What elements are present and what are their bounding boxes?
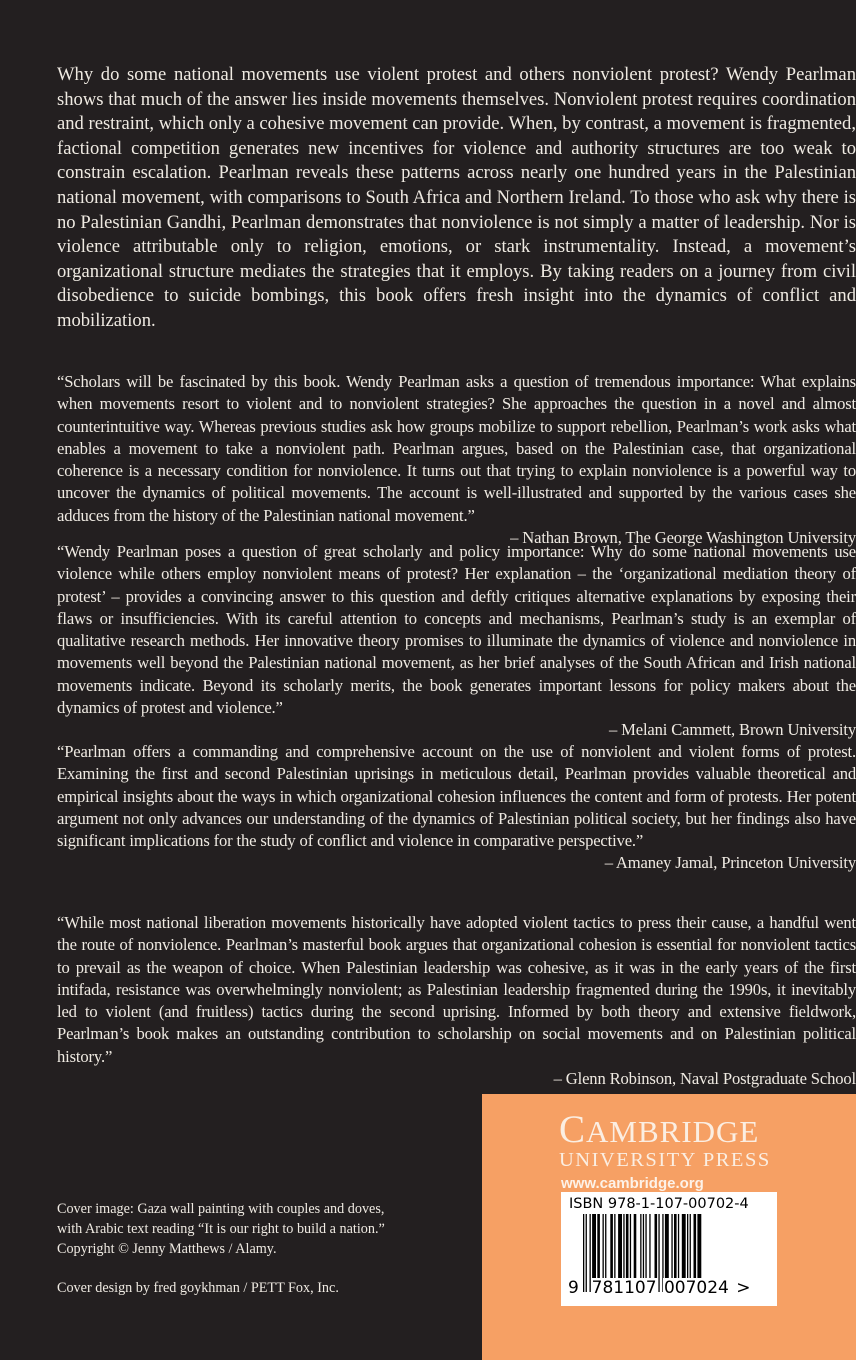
endorsement (57, 371, 856, 549)
cover-design-credit: Cover design by fred goykhman / PETT Fox, Inc. (57, 1280, 339, 1296)
endorsement-text: “Wendy Pearlman poses a question of great scholarly and policy importance: Why do some national movements use violence while others employ nonviolent means of protest? Her explanation – the ‘organizational mediation theory of protest’ – provides a convincing answer to this question and deftly critiques alternative explanations by exposing their flaws or insufficiencies. With its careful attention to concepts and mechanisms, Pearlman’s study is an exemplar of qualitative research methods. Her innovative theory promises to illuminate the dynamics of violence and nonviolence in movements well beyond the Palestinian national movement, as her brief analyses of the South African and Irish national movements indicate. Beyond its scholarly merits, the book generates important lessons for policy makers about the dynamics of protest and violence.” (57, 542, 856, 718)
barcode-digits (567, 1278, 752, 1298)
publisher-url: www.cambridge.org (561, 1175, 704, 1192)
endorsement-attribution: – Melani Cammett, Brown University (609, 720, 856, 740)
logo-name: AMBRIDGE (586, 1114, 760, 1149)
endorsement-attribution: – Glenn Robinson, Naval Postgraduate School (553, 1069, 856, 1089)
cover-image-credit: Cover image: Gaza wall painting with couples and doves, with Arabic text reading “It is our right to build a nation.” Copyright © Jenny Matthews / Alamy. (57, 1201, 385, 1257)
isbn-barcode (561, 1192, 777, 1306)
publisher-logo (559, 1108, 760, 1151)
publisher-subtitle: UNIVERSITY PRESS (559, 1149, 771, 1171)
endorsement (57, 912, 856, 1090)
endorsement (57, 541, 856, 742)
logo-initial: C (559, 1108, 587, 1151)
endorsement-text: “Scholars will be fascinated by this book. Wendy Pearlman asks a question of tremendous importance: What explains when movements resort to violent and to nonviolent strategies? She approaches the question in a novel and almost counterintuitive way. Whereas previous studies ask how groups mobilize to support rebellion, Pearlman’s work asks what enables a movement to take a nonviolent path. Pearlman argues, based on the Palestinian case, that organizational coherence is a necessary condition for nonviolence. It turns out that trying to explain nonviolence is a powerful way to uncover the dynamics of political movements. The account is well-illustrated and supported by the various cases she adduces from the history of the Palestinian national movement.” (57, 372, 856, 525)
book-description: Why do some national movements use violent protest and others nonviolent protest? Wendy Pearlman shows that much of the answer lies inside movements themselves. Nonviolent protest requires coordination and restraint, which only a cohesive movement can provide. When, by contrast, a movement is fragmented, factional competition generates new incentives for violence and authority structures are too weak to constrain escalation. Pearlman reveals these patterns across nearly one hundred years in the Palestinian national movement, with comparisons to South Africa and Northern Ireland. To those who ask why there is no Palestinian Gandhi, Pearlman demonstrates that nonviolence is not simply a matter of leadership. Nor is violence attributable only to religion, emotions, or stark instrumentality. Instead, a movement’s organizational structure mediates the strategies that it employs. By taking readers on a journey from civil disobedience to suicide bombings, this book offers fresh insight into the dynamics of conflict and mobilization. (57, 64, 856, 331)
quiet-mark: > (736, 1278, 751, 1298)
digits-group2: 007024 (663, 1278, 729, 1298)
digits-group1: 781107 (591, 1278, 657, 1298)
endorsement-text: “Pearlman offers a commanding and comprehensive account on the use of nonviolent and violent forms of protest. Examining the first and second Palestinian uprisings in meticulous detail, Pearlman provides valuable theoretical and empirical insights about the ways in which organizational cohesion influences the content and form of protests. Her potent argument not only advances our understanding of the dynamics of Palestinian political society, but her findings also have significant implications for the study of conflict and violence in comparative perspective.” (57, 742, 856, 851)
endorsement (57, 741, 856, 875)
isbn-label: ISBN 978-1-107-00702-4 (569, 1196, 749, 1212)
publisher-panel (482, 1094, 856, 1360)
digit-first: 9 (568, 1278, 579, 1298)
endorsement-attribution: – Nathan Brown, The George Washington University (510, 528, 856, 548)
endorsement-attribution: – Amaney Jamal, Princeton University (604, 853, 856, 873)
endorsement-text: “While most national liberation movements historically have adopted violent tactics to press their cause, a handful went the route of nonviolence. Pearlman’s masterful book argues that organizational cohesion is essential for nonviolent tactics to prevail as the weapon of choice. When Palestinian leadership was cohesive, as it was in the early years of the first intifada, resistance was overwhelmingly nonviolent; as Palestinian leadership fragmented during the 1990s, it inevitably led to violent (and fruitless) tactics during the second uprising. Informed by both theory and extensive fieldwork, Pearlman’s book makes an outstanding contribution to scholarship on social movements and on Palestinian political history.” (57, 913, 856, 1066)
cover-credits (57, 1199, 387, 1317)
